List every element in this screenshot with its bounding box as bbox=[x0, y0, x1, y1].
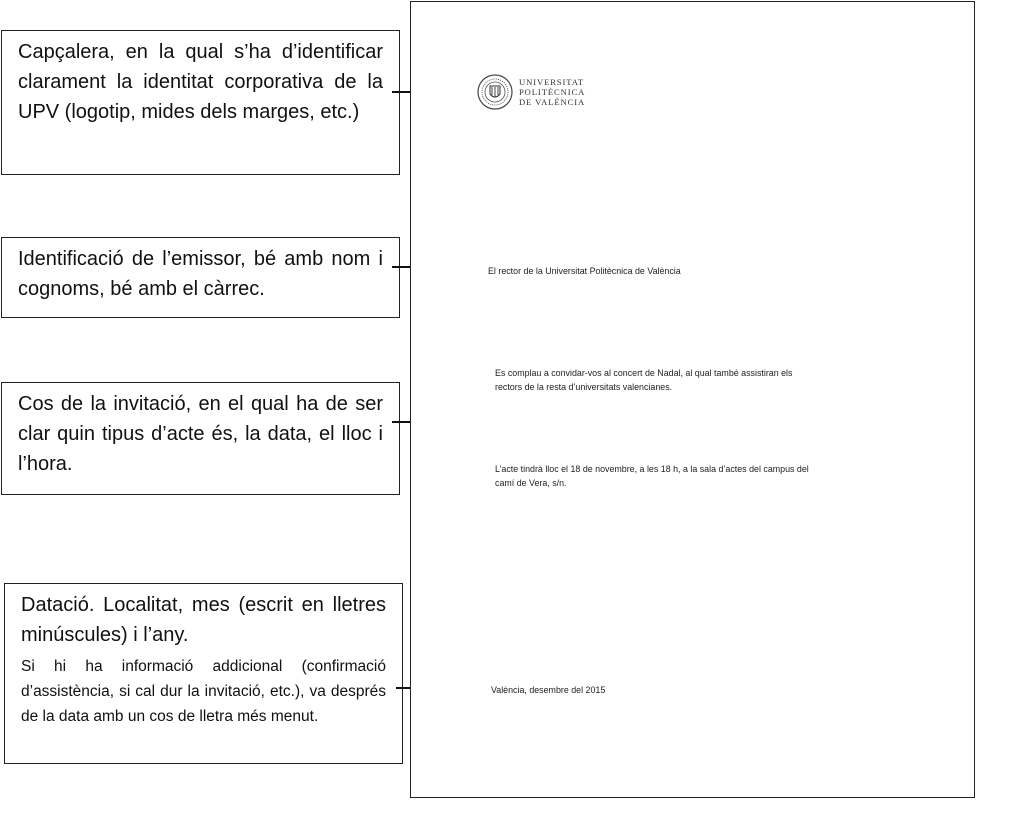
document-sender: El rector de la Universitat Politècnica de València bbox=[488, 266, 681, 276]
document-invitation-line: rectors de la resta d’universitats valencianes. bbox=[495, 382, 673, 392]
logo-line: UNIVERSITAT bbox=[519, 77, 585, 87]
document-details-line: L’acte tindrà lloc el 18 de novembre, a les 18 h, a la sala d’actes del campus del bbox=[495, 464, 809, 474]
upv-logo bbox=[477, 74, 585, 110]
callout-body-text: Cos de la invitació, en el qual ha de ser clar quin tipus d’acte és, la data, el lloc i l’hora. bbox=[18, 393, 383, 475]
callout-dating-text: Datació. Localitat, mes (escrit en lletres minúscules) i l’any. bbox=[21, 594, 386, 646]
document-page bbox=[410, 1, 975, 798]
document-date: València, desembre del 2015 bbox=[491, 685, 606, 695]
logo-line: DE VALÈNCIA bbox=[519, 97, 586, 107]
callout-dating-note: Si hi ha informació addicional (confirmació d’assistència, si cal dur la invitació, etc.), va després de la data amb un cos de lletra més menut. bbox=[21, 658, 386, 725]
document-invitation-line: Es complau a convidar-vos al concert de Nadal, al qual també assistiran els bbox=[495, 368, 793, 378]
logo-line: POLITÈCNICA bbox=[519, 87, 586, 97]
logo-wordmark bbox=[519, 77, 585, 107]
document-details-line: camí de Vera, s/n. bbox=[495, 478, 567, 488]
upv-seal-icon bbox=[477, 74, 513, 110]
callout-header-text: Capçalera, en la qual s’ha d’identificar clarament la identitat corporativa de la UPV (logotip, mides dels marges, etc.) bbox=[18, 41, 383, 123]
callout-sender-text: Identificació de l’emissor, bé amb nom i cognoms, bé amb el càrrec. bbox=[18, 248, 383, 300]
